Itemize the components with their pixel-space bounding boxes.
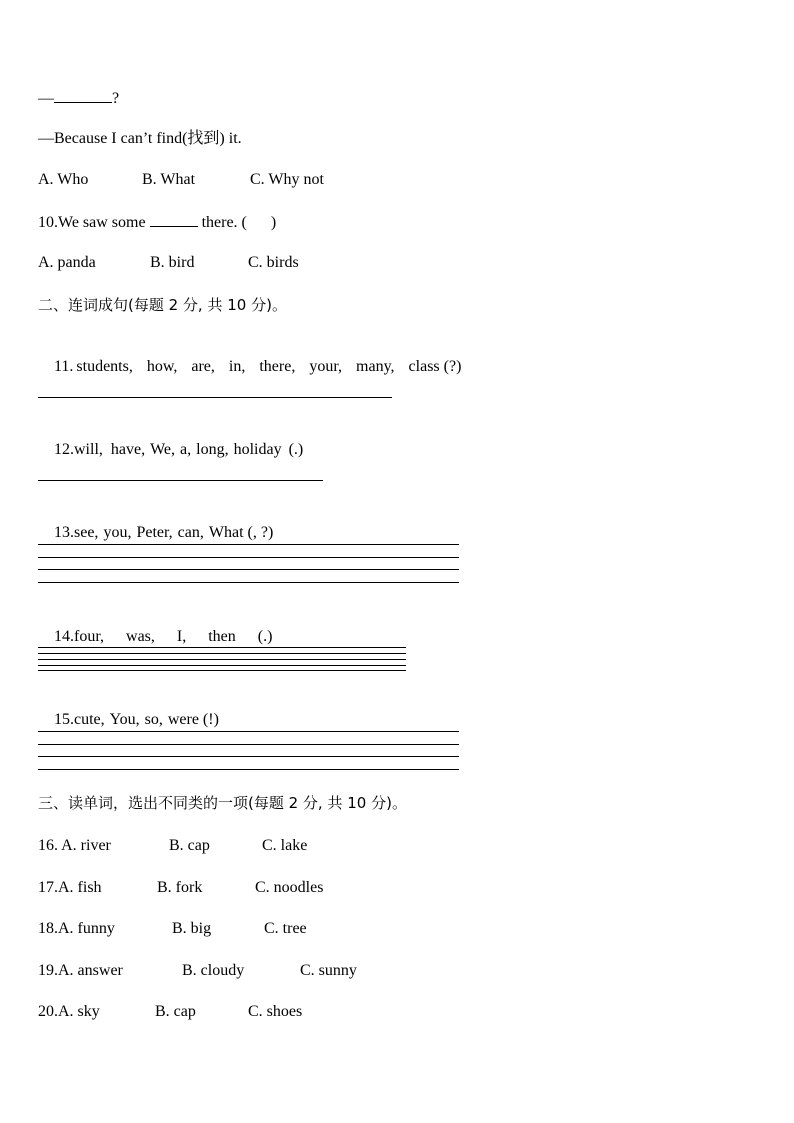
q11-word: are, [191,358,215,375]
q9-option-a: A. Who [38,171,89,188]
q12-answer-line[interactable] [38,480,323,481]
q12-number: 12. [54,441,74,458]
q13-answer-line[interactable] [38,582,459,583]
q11-word: your, [309,358,343,375]
q15-answer-line[interactable] [38,731,459,732]
q15-answer-line[interactable] [38,744,459,745]
q14-word: (.) [257,628,273,645]
q9-option-c: C. Why not [250,171,324,188]
q13-number: 13. [54,524,74,541]
q14-word: was, [126,628,155,645]
q14-answer-line[interactable] [38,665,406,666]
q15-line [38,690,219,750]
q19-option-a: A. answer [58,962,123,979]
q11-answer-line[interactable] [38,397,392,398]
q18-number: 18. [38,920,58,937]
q9-answer-line: —Because I can’t find(找到) it. [38,130,242,147]
q13-answer-line[interactable] [38,557,459,558]
q14-number: 14. [54,628,74,645]
q9-dash: — [38,90,54,107]
q18-option-c: C. tree [264,920,307,937]
q12-word: will, [74,441,103,458]
q11-word: class (?) [408,358,462,375]
q15-answer-line[interactable] [38,769,459,770]
q17-option-b: B. fork [157,879,203,896]
q11-word: how, [146,358,178,375]
q9-question-line [38,88,119,109]
q11-number: 11. [54,358,74,375]
q17-option-c: C. noodles [255,879,324,896]
q20-option-b: B. cap [155,1003,196,1020]
q10-option-c: C. birds [248,254,299,271]
q10-text-after: there. ( ) [201,214,277,231]
q13-answer-line[interactable] [38,569,459,570]
q15-answer-line[interactable] [38,756,459,757]
q20-option-a: A. sky [58,1003,100,1020]
q16-line [38,836,111,856]
q12-word: have, [110,441,146,458]
q14-word: then [208,628,236,645]
q10-option-b: B. bird [150,254,195,271]
q10-answer-blank[interactable] [150,212,198,227]
q11-word: students, [76,358,133,375]
q14-answer-line[interactable] [38,670,406,671]
q12-word: We, [150,441,176,458]
q14-answer-line[interactable] [38,653,406,654]
q11-word: many, [356,358,395,375]
q20-line [38,1002,100,1022]
q11-line [38,337,461,397]
q15-word: cute, [74,711,105,728]
q13-word: you, [103,524,132,541]
q13-word: can, [177,524,204,541]
q19-line [38,961,123,981]
q9-option-b: B. What [142,171,196,188]
q12-line [38,420,303,480]
q12-word: a, [180,441,192,458]
q13-word: What (, ?) [208,524,274,541]
q18-option-b: B. big [172,920,212,937]
q14-word: four, [74,628,105,645]
q15-word: were (!) [167,711,219,728]
q16-option-b: B. cap [169,837,210,854]
q16-number: 16. [38,837,58,854]
q10-line [38,212,276,233]
q15-word: You, [109,711,140,728]
q19-number: 19. [38,962,58,979]
q20-number: 20. [38,1003,58,1020]
q13-answer-line[interactable] [38,544,459,545]
q11-word: in, [228,358,246,375]
q14-line [38,607,272,667]
q9-answer-blank[interactable] [54,88,112,103]
q13-word: Peter, [136,524,173,541]
q14-answer-line[interactable] [38,647,406,648]
section2-title: 二、连词成句(每题 2 分, 共 10 分)。 [38,296,287,314]
q17-line [38,878,102,898]
q19-option-b: B. cloudy [182,962,245,979]
section3-title: 三、读单词，选出不同类的一项(每题 2 分, 共 10 分)。 [38,794,407,812]
q17-number: 17. [38,879,58,896]
q9-question-mark: ? [112,90,120,107]
q10-text-before: 10.We saw some [38,214,146,231]
q15-word: so, [144,711,163,728]
q17-option-a: A. fish [58,879,102,896]
q12-word: (.) [288,441,304,458]
q12-word: holiday [233,441,282,458]
q14-word: I, [176,628,187,645]
q14-answer-line[interactable] [38,659,406,660]
q18-option-a: A. funny [58,920,115,937]
q12-word: long, [196,441,229,458]
q20-option-c: C. shoes [248,1003,303,1020]
q16-option-a: A. river [61,837,111,854]
q16-option-c: C. lake [262,837,308,854]
q11-word: there, [259,358,296,375]
q10-option-a: A. panda [38,254,96,271]
q13-word: see, [74,524,99,541]
q13-line [38,503,273,563]
q18-line [38,919,115,939]
q15-number: 15. [54,711,74,728]
q19-option-c: C. sunny [300,962,357,979]
